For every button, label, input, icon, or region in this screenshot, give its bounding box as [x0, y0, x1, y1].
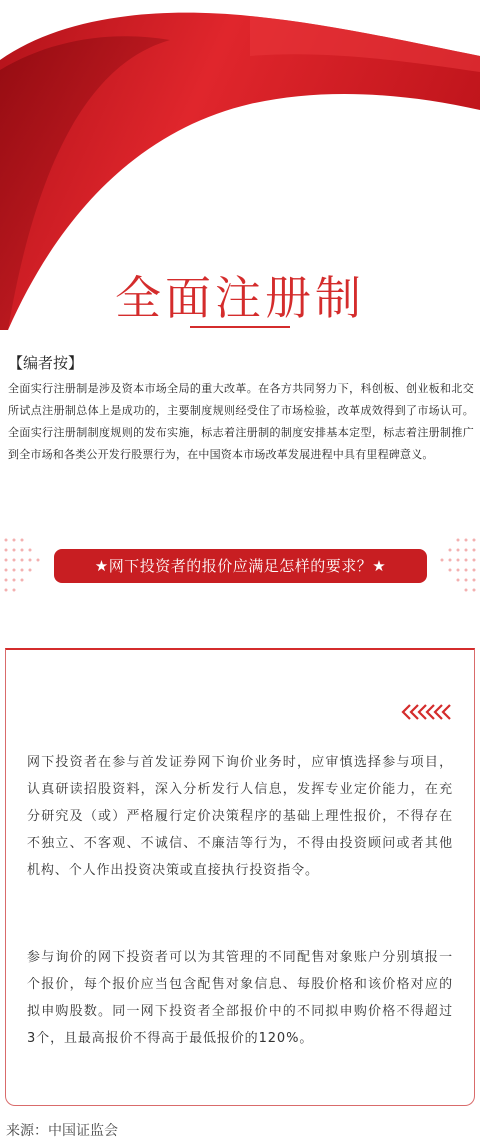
dot-pattern-right	[432, 530, 480, 600]
answer-paragraph: 网下投资者在参与首发证券网下询价业务时，应审慎选择参与项目，认真研读招股资料，深入分析发行人信息，发挥专业定价能力，在充分研究及（或）严格履行定价决策程序的基础上理性报价，不得存在不独立、不客观、不诚信、不廉洁等行为，不得由投资顾问或者其他机构、个人作出投资决策或直接执行投资指令。	[27, 755, 453, 878]
editor-note-body: 全面实行注册制是涉及资本市场全局的重大改革。在各方共同努力下，科创板、创业板和北交所试点注册制总体上是成功的，主要制度规则经受住了市场检验，改革成效得到了市场认可。全面实行注册制制度规则的发布实施，标志着注册制的制度安排基本定型，标志着注册制推广到全市场和各类公开发行股票行为，在中国资本市场改革发展进程中具有里程碑意义。	[8, 382, 474, 461]
question-banner: ★网下投资者的报价应满足怎样的要求？★	[54, 549, 427, 583]
title-underline	[190, 326, 290, 328]
chevron-left-icon	[400, 703, 456, 721]
source-credit: 来源：中国证监会	[6, 1123, 118, 1139]
editor-note-heading: 【编者按】	[8, 354, 84, 372]
dot-pattern-left	[0, 530, 48, 600]
answer-paragraph: 参与询价的网下投资者可以为其管理的不同配售对象账户分别填报一个报价，每个报价应当包含配售对象信息、每股价格和该价格对应的拟申购股数。同一网下投资者全部报价中的不同拟申购价格不得超过3个，且最高报价不得高于最低报价的120%。	[27, 950, 453, 1046]
page-title: 全面注册制	[115, 271, 365, 325]
